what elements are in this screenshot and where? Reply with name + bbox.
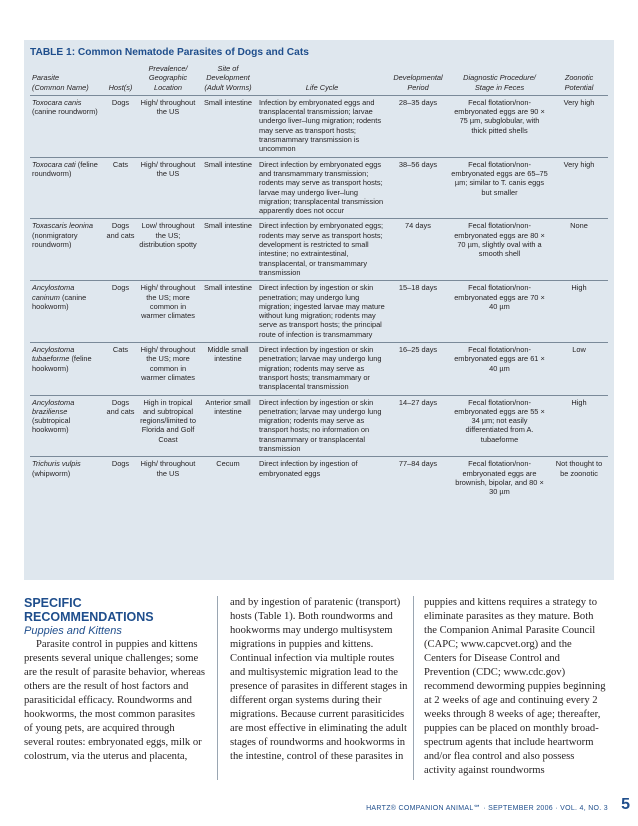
lifecycle-cell: Infection by embryonated eggs and transplacental transmission; larvae undergo liver–lung migration; rodents may serve as transport hosts; transmammary transmission is uncommon [259, 97, 382, 154]
diagnostic-cell: Fecal flotation/non-embryonated eggs are 70 × 40 µm [454, 283, 545, 311]
period-cell: 77–84 days [398, 459, 438, 469]
lifecycle-cell: Direct infection by ingestion of embryonated eggs [259, 459, 358, 478]
column-header-line: Parasite [32, 73, 60, 83]
table-body [30, 95, 608, 499]
column-header-line: Potential [564, 82, 594, 92]
host-cell: Dogs and cats [106, 397, 135, 416]
site-cell: Small intestine [203, 97, 253, 107]
prevalence-cell: High in tropical and subtropical regions/limited to Florida and Golf Coast [140, 397, 196, 444]
column-header [449, 62, 550, 95]
table-row [30, 95, 608, 157]
prevalence-cell: High/ throughout the US; more common in warmer climates [140, 345, 196, 382]
parasite-name: Toxocara canis [32, 97, 82, 107]
zoonotic-cell: Very high [563, 97, 595, 107]
column-header [387, 62, 449, 95]
article-column-1 [24, 596, 206, 764]
column-header-line: Stage in Feces [474, 82, 525, 92]
table-row [30, 219, 608, 281]
section-heading-line-2: RECOMMENDATIONS [24, 610, 154, 624]
parasite-cell [30, 157, 104, 219]
period-cell: 74 days [405, 221, 431, 231]
diagnostic-cell: Fecal flotation/non-embryonated eggs are 90 × 75 µm, subglobular, with thick pitted shells [454, 97, 545, 135]
zoonotic-cell: High [571, 283, 587, 293]
paragraph: Parasite control in puppies and kittens presents several unique challenges; some are the result of parasite behavior, whereas others are the result of host factors and parasiticidal efficacy. Roundworms and hookworms, the most common parasites of young pets, are acquired through several routes: embryonated eggs, milk or colostrum, via the uterus and placenta, [24, 639, 206, 762]
lifecycle-cell: Direct infection by ingestion or skin penetration; may undergo lung migration; ingested larvae may mature without lung migration; rodents may serve as transport hosts; the principal route of infection is transmammary [259, 283, 385, 339]
period-cell: 28–35 days [398, 97, 438, 107]
parasite-name: Ancylostoma tubaeforme [32, 345, 75, 364]
common-name: (nonmigratory roundworm) [32, 230, 78, 250]
column-header-line: Period [407, 82, 429, 92]
zoonotic-cell: Low [572, 345, 586, 355]
column-header [104, 62, 137, 95]
parasite-cell [30, 95, 104, 157]
host-cell: Dogs [111, 459, 130, 469]
parasite-cell [30, 281, 104, 343]
parasite-cell [30, 457, 104, 500]
column-header-line: Host(s) [108, 82, 133, 92]
subheading: Puppies and Kittens [24, 625, 122, 637]
column-header [550, 62, 608, 95]
section-heading: SPECIFIC [24, 596, 82, 610]
prevalence-cell: High/ throughout the US [140, 159, 196, 178]
diagnostic-cell: Fecal flotation/non-embryonated eggs are brownish, bipolar, and 80 × 30 µm [455, 459, 544, 497]
article-body [24, 596, 620, 786]
parasite-cell [30, 219, 104, 281]
parasite-name: Trichuris vulpis [32, 459, 81, 469]
column-header-line: Site of Development [206, 64, 250, 83]
column-header-line: Zoonotic [564, 73, 594, 83]
table-title: TABLE 1: Common Nematode Parasites of Dogs and Cats [30, 47, 309, 58]
diagnostic-cell: Fecal flotation/non-embryonated eggs are 55 × 34 µm; not easily differentiated from A. tubaeforme [454, 397, 545, 444]
host-cell: Cats [112, 345, 129, 355]
table-header-row [30, 62, 608, 95]
common-name: (feline roundworm) [32, 159, 98, 178]
period-cell: 38–56 days [398, 159, 438, 169]
column-header-line: Developmental [393, 73, 443, 83]
site-cell: Anterior small intestine [205, 397, 251, 416]
zoonotic-cell: None [570, 221, 588, 231]
lifecycle-cell: Direct infection by ingestion or skin penetration; larvae may undergo lung migration; rodents may serve as transport hosts; transmammary or transplacental transmission [259, 345, 382, 392]
article-column-2 [230, 596, 412, 764]
nematode-table [30, 62, 608, 499]
column-header [257, 62, 387, 95]
period-cell: 14–27 days [398, 397, 438, 407]
host-cell: Dogs [111, 97, 130, 107]
column-header [30, 62, 104, 95]
diagnostic-cell: Fecal flotation/non-embryonated eggs are 80 × 70 µm, slightly oval with a smooth shell [454, 221, 545, 259]
column-header-line: Prevalence/ Geographic [148, 64, 188, 83]
table-row [30, 395, 608, 457]
common-name: (whipworm) [32, 468, 71, 478]
column-header [199, 62, 257, 95]
lifecycle-cell: Direct infection by embryonated eggs; rodents may serve as transport hosts; development is restricted to small intestine; no extraintestinal, transplacental, or transmammary transmission [259, 221, 384, 277]
article-column-3 [424, 596, 606, 778]
table-row [30, 281, 608, 343]
column-header-line: (Adult Worms) [204, 82, 252, 92]
column-header-line: Location [154, 82, 182, 92]
site-cell: Small intestine [203, 283, 253, 293]
lifecycle-cell: Direct infection by embryonated eggs and transmammary transmission; rodents may serve as transport hosts; larvae may undergo liver–lung migration; transplacental transmission apparently does not occur [259, 159, 384, 216]
column-header-line: Diagnostic Procedure/ [463, 73, 536, 83]
column-header [137, 62, 199, 95]
page-number: 5 [621, 796, 630, 813]
table-row [30, 343, 608, 395]
table-row [30, 457, 608, 500]
parasite-cell [30, 343, 104, 395]
parasite-table-panel [24, 40, 614, 580]
zoonotic-cell: Not thought to be zoonotic [555, 459, 603, 478]
site-cell: Small intestine [203, 221, 253, 231]
diagnostic-cell: Fecal flotation/non-embryonated eggs are 65–75 µm; similar to T. canis eggs but smaller [451, 159, 548, 197]
diagnostic-cell: Fecal flotation/non-embryonated eggs are 61 × 40 µm [454, 345, 545, 373]
host-cell: Cats [112, 159, 129, 169]
column-header-line: (Common Name) [32, 82, 89, 92]
lifecycle-cell: Direct infection by ingestion or skin penetration; larvae may undergo lung migration; rodents may serve as transport hosts; no information on transmammary or transplacental transmission [259, 397, 382, 453]
prevalence-cell: High/ throughout the US [140, 459, 196, 478]
prevalence-cell: High/ throughout the US [140, 97, 196, 117]
site-cell: Middle small intestine [207, 345, 249, 364]
period-cell: 16–25 days [398, 345, 438, 355]
journal-info: HARTZ® COMPANION ANIMAL℠ · SEPTEMBER 2006 · VOL. 4, NO. 3 [366, 805, 608, 812]
common-name: (subtropical hookworm) [32, 416, 71, 435]
parasite-name: Ancylostoma caninum [32, 283, 75, 302]
parasite-name: Toxocara cati [32, 159, 76, 169]
table-row [30, 157, 608, 219]
common-name: (canine hookworm) [32, 292, 87, 311]
paragraph: and by ingestion of paratenic (transport) hosts (Table 1). Both roundworms and hookworms may undergo multisystem migrations in puppies and kittens. Continual infection via multiple routes and multisystemic migration lead to the presence of parasites in different stages in different organ systems during their migrations. Because current parasiticides are most effective in eliminating the adult stages of roundworms and hookworms in the intestine, control of these parasites in [230, 597, 408, 762]
prevalence-cell: Low/ throughout the US; distribution spotty [139, 221, 197, 250]
column-header-line: Life Cycle [305, 82, 339, 92]
common-name: (canine roundworm) [32, 107, 98, 117]
zoonotic-cell: Very high [563, 159, 595, 169]
site-cell: Small intestine [203, 159, 253, 169]
host-cell: Dogs and cats [106, 221, 135, 240]
paragraph: puppies and kittens requires a strategy to eliminate parasites as they mature. Both the Companion Animal Parasite Council (CAPC; www.capcvet.org) and the Centers for Disease Control and Prevention (CDC; www.cdc.gov) recommend deworming puppies beginning at 2 weeks of age and continuing every 2 weeks through 8 weeks of age; thereafter, puppies can be placed on monthly broad-spectrum agents that include heartworm and/or flea control and also possess activity against roundworms [424, 597, 606, 776]
prevalence-cell: High/ throughout the US; more common in warmer climates [140, 283, 196, 321]
parasite-name: Ancylostoma braziliense [32, 397, 75, 416]
page-footer [340, 796, 630, 816]
site-cell: Cecum [216, 459, 240, 469]
host-cell: Dogs [111, 283, 130, 293]
zoonotic-cell: High [571, 397, 587, 407]
parasite-cell [30, 395, 104, 457]
parasite-name: Toxascaris leonina [32, 221, 93, 231]
period-cell: 15–18 days [398, 283, 438, 293]
common-name: (feline hookworm) [32, 354, 92, 373]
